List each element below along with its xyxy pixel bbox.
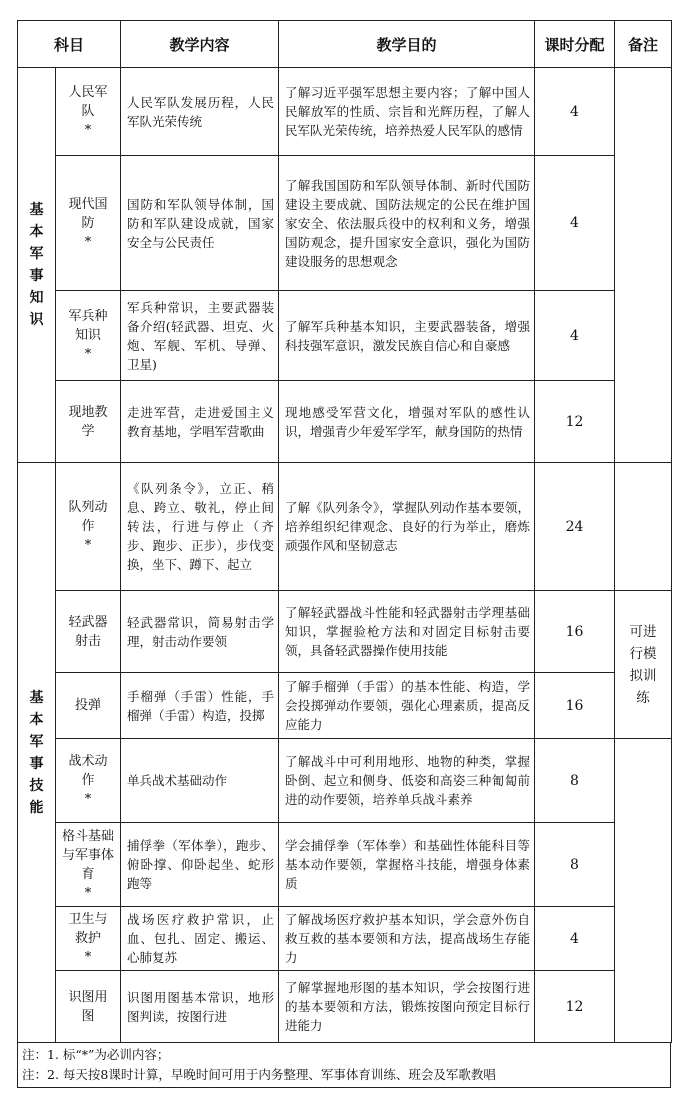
subject-name: 队列动作 [68, 500, 108, 534]
content-cell: 战场医疗救护常识，止血、包扎、固定、搬运、心肺复苏 [121, 907, 279, 971]
hours-cell: 8 [535, 823, 615, 907]
content-cell: 捕俘拳（军体拳），跑步、俯卧撑、仰卧起坐、蛇形跑等 [121, 823, 279, 907]
header-remark: 备注 [615, 21, 672, 68]
header-subject: 科目 [18, 21, 121, 68]
header-content: 教学内容 [121, 21, 279, 68]
content-cell: 识图用图基本常识，地形图判读，按图行进 [121, 971, 279, 1043]
remark-cell [615, 591, 672, 739]
category-cell [18, 68, 56, 463]
purpose-cell: 了解我国国防和军队领导体制、新时代国防建设主要成就、国防法规定的公民在维护国家安全、依法服兵役中的权利和义务，增强国防观念，提升国家安全意识，强化为国防建设服务的思想观念 [279, 156, 535, 291]
table-row [18, 68, 672, 156]
required-mark: * [84, 347, 92, 362]
remark-cell-empty [615, 463, 672, 591]
hours-cell: 8 [535, 739, 615, 823]
content-cell: 走进军营，走进爱国主义教育基地，学唱军营歌曲 [121, 381, 279, 463]
category-cell [18, 463, 56, 1043]
subject-cell [56, 68, 121, 156]
table-row [18, 291, 672, 381]
subject-cell [56, 907, 121, 971]
subject-name: 识图用图 [68, 989, 108, 1024]
hours-cell: 4 [535, 156, 615, 291]
table-row [18, 156, 672, 291]
remark-cell-empty [615, 739, 672, 1043]
subject-cell [56, 381, 121, 463]
purpose-cell: 了解《队列条令》，掌握队列动作基本要领，培养组织纪律观念、良好的行为举止，磨炼顽强作风和坚韧意志 [279, 463, 535, 591]
hours-cell: 4 [535, 291, 615, 381]
table-row [18, 907, 672, 971]
subject-name: 现代国防 [68, 196, 108, 231]
purpose-cell: 了解轻武器战斗性能和轻武器射击学理基础知识，掌握验枪方法和对固定目标射击要领，具备轻武器操作使用技能 [279, 591, 535, 673]
curriculum-table [17, 20, 672, 1043]
header-purpose: 教学目的 [279, 21, 535, 68]
remark-text: 可进行模拟训练 [629, 623, 657, 706]
header-hours: 课时分配 [535, 21, 615, 68]
required-mark: * [84, 950, 92, 965]
table-row [18, 381, 672, 463]
hours-cell: 4 [535, 907, 615, 971]
remark-cell [615, 68, 672, 463]
table-row [18, 673, 672, 739]
notes-block [17, 1043, 671, 1088]
content-cell: 手榴弹（手雷）性能，手榴弹（手雷）构造，投掷 [121, 673, 279, 739]
subject-name: 现地教学 [68, 404, 108, 439]
subject-name: 投弹 [74, 698, 101, 713]
category-label: 基本军事技能 [29, 689, 44, 816]
required-mark: * [84, 123, 92, 138]
hours-cell: 16 [535, 591, 615, 673]
content-cell: 单兵战术基础动作 [121, 739, 279, 823]
hours-cell: 12 [535, 381, 615, 463]
hours-cell: 12 [535, 971, 615, 1043]
required-mark: * [84, 792, 92, 807]
required-mark: * [84, 885, 92, 901]
content-cell: 轻武器常识，简易射击学理，射击动作要领 [121, 591, 279, 673]
subject-name: 轻武器射击 [68, 614, 108, 649]
purpose-cell: 现地感受军营文化，增强对军队的感性认识，增强青少年爱军学军，献身国防的热情 [279, 381, 535, 463]
table-row [18, 463, 672, 591]
curriculum-table-wrapper [17, 20, 671, 1088]
subject-name: 格斗基础与军事体育 [62, 828, 115, 882]
subject-cell [56, 673, 121, 739]
header-row [18, 21, 672, 68]
content-cell: 军兵种常识，主要武器装备介绍(轻武器、坦克、火炮、军舰、军机、导弹、卫星) [121, 291, 279, 381]
subject-name: 人民军队 [68, 85, 108, 119]
table-row [18, 823, 672, 907]
subject-name: 卫生与救护 [68, 912, 108, 946]
subject-cell [56, 971, 121, 1043]
hours-cell: 16 [535, 673, 615, 739]
note-line: 注：2. 每天按8课时计算，早晚时间可用于内务整理、军事体育训练、班会及军歌教唱 [22, 1067, 496, 1082]
table-row [18, 739, 672, 823]
note-line: 注：1. 标“*”为必训内容； [22, 1047, 170, 1062]
subject-cell [56, 156, 121, 291]
subject-cell [56, 823, 121, 907]
purpose-cell: 了解军兵种基本知识，主要武器装备，增强科技强军意识，激发民族自信心和自豪感 [279, 291, 535, 381]
category-label: 基本军事知识 [29, 202, 44, 328]
subject-cell [56, 591, 121, 673]
table-row [18, 971, 672, 1043]
content-cell: 《队列条令》，立正、稍息、跨立、敬礼，停止间转法，行进与停止（齐步、跑步、正步），步伐变换，坐下、蹲下、起立 [121, 463, 279, 591]
subject-cell [56, 739, 121, 823]
purpose-cell: 学会捕俘拳（军体拳）和基础性体能科目等基本动作要领，掌握格斗技能，增强身体素质 [279, 823, 535, 907]
subject-name: 战术动作 [68, 754, 108, 788]
hours-cell: 24 [535, 463, 615, 591]
subject-name: 军兵种知识 [68, 309, 108, 343]
required-mark: * [84, 234, 92, 250]
purpose-cell: 了解战场医疗救护基本知识，学会意外伤自救互救的基本要领和方法，提高战场生存能力 [279, 907, 535, 971]
table-row [18, 591, 672, 673]
content-cell: 国防和军队领导体制，国防和军队建设成就，国家安全与公民责任 [121, 156, 279, 291]
purpose-cell: 了解掌握地形图的基本知识，学会按图行进的基本要领和方法，锻炼按图向预定目标行进能力 [279, 971, 535, 1043]
subject-cell [56, 291, 121, 381]
subject-cell [56, 463, 121, 591]
purpose-cell: 了解战斗中可利用地形、地物的种类，掌握卧倒、起立和侧身、低姿和高姿三种匍匐前进的动作要领，培养单兵战斗素养 [279, 739, 535, 823]
hours-cell: 4 [535, 68, 615, 156]
required-mark: * [84, 538, 92, 553]
content-cell: 人民军队发展历程，人民军队光荣传统 [121, 68, 279, 156]
purpose-cell: 了解手榴弹（手雷）的基本性能、构造，学会投掷弹动作要领，强化心理素质，提高反应能力 [279, 673, 535, 739]
purpose-cell: 了解习近平强军思想主要内容；了解中国人民解放军的性质、宗旨和光辉历程，了解人民军队光荣传统，培养热爱人民军队的感情 [279, 68, 535, 156]
